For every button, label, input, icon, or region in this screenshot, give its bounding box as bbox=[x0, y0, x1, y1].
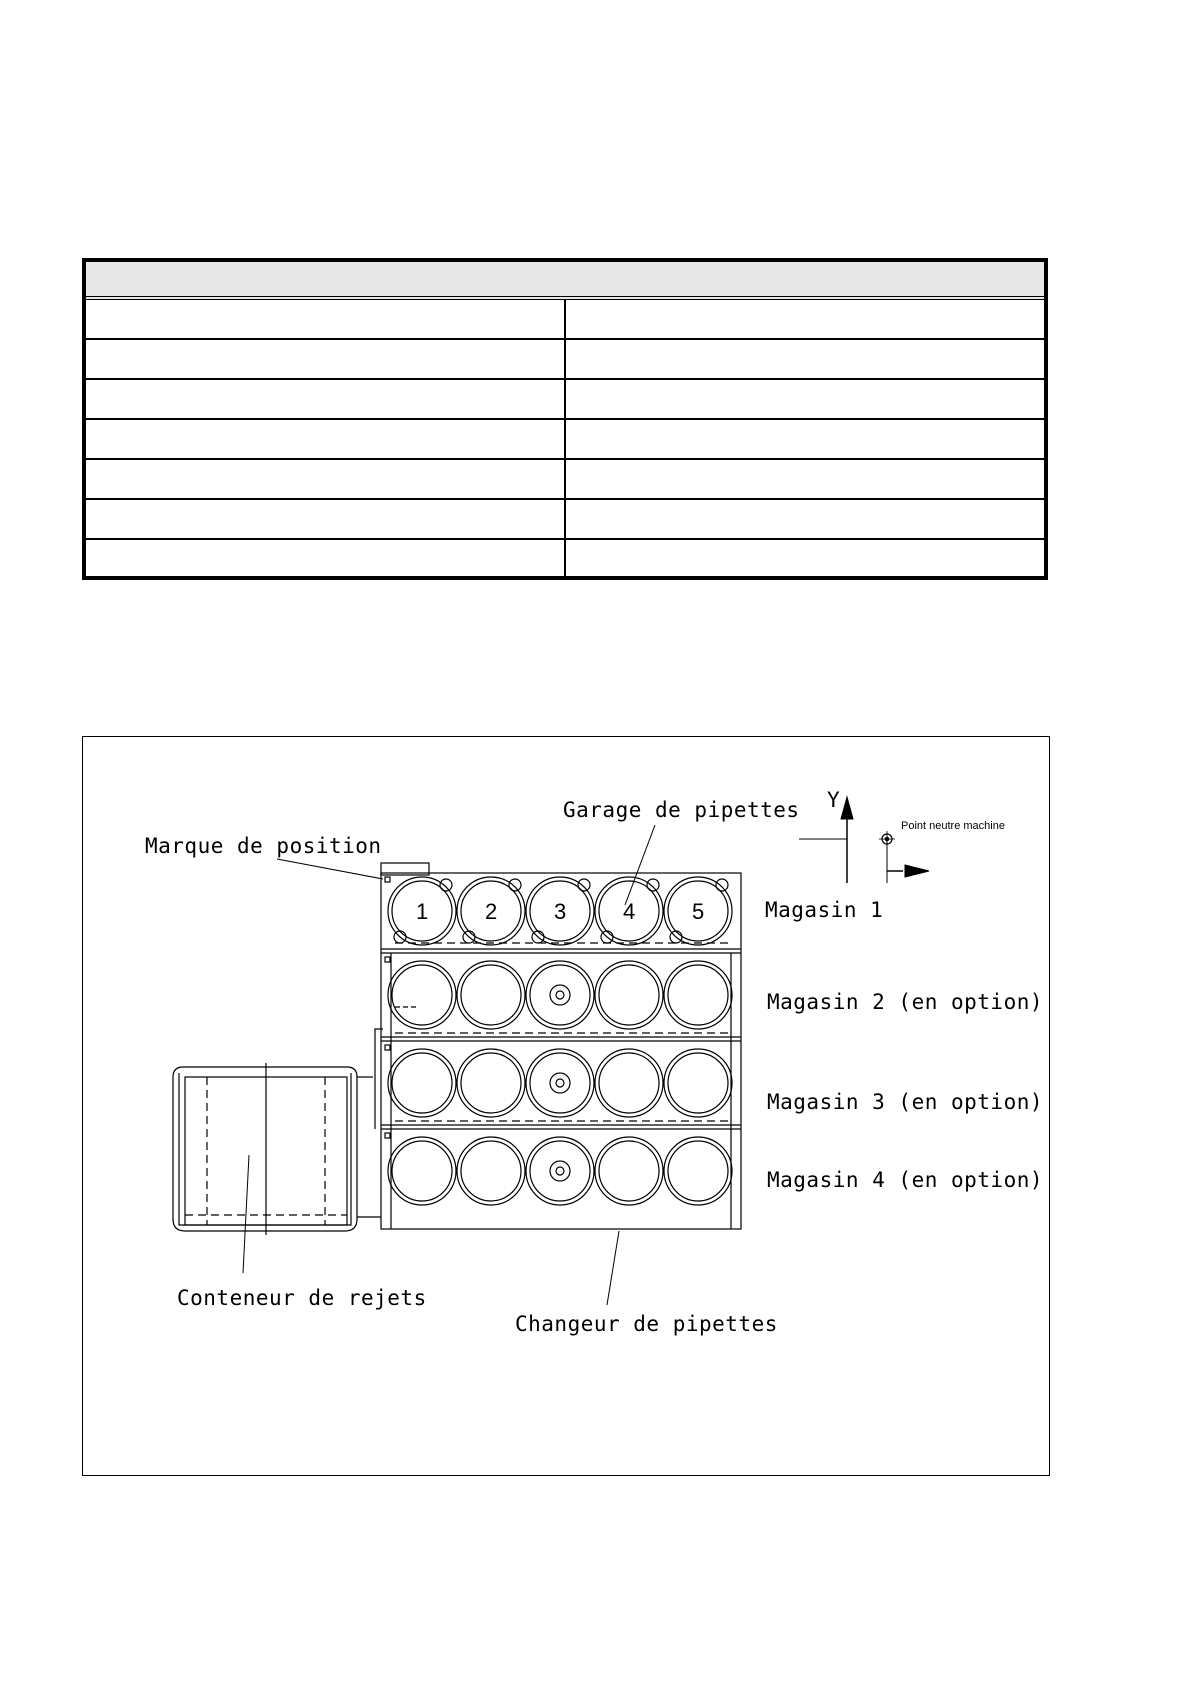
table-cell bbox=[566, 500, 1044, 538]
magasin3-label: Magasin 3 (en option) bbox=[767, 1090, 1044, 1114]
table-cell bbox=[86, 300, 566, 338]
table-cell bbox=[566, 540, 1044, 580]
table-cell bbox=[86, 460, 566, 498]
table-row bbox=[86, 300, 1044, 340]
table-row bbox=[86, 460, 1044, 500]
magasin3-row bbox=[388, 1049, 732, 1117]
table-cell bbox=[86, 540, 566, 580]
slot-number: 4 bbox=[623, 899, 636, 924]
table-cell bbox=[86, 380, 566, 418]
slot-number: 3 bbox=[554, 899, 567, 924]
changeur-label: Changeur de pipettes bbox=[515, 1312, 778, 1336]
table-row bbox=[86, 380, 1044, 420]
magasin2-label: Magasin 2 (en option) bbox=[767, 990, 1044, 1014]
magasin1-label: Magasin 1 bbox=[765, 898, 884, 922]
magasin2-row bbox=[388, 961, 732, 1029]
table-row bbox=[86, 540, 1044, 580]
y-axis-arrow-icon bbox=[841, 797, 853, 819]
magasin4-row bbox=[388, 1137, 732, 1205]
point-neutre-label: Point neutre machine bbox=[901, 820, 1005, 832]
magasin4-label: Magasin 4 (en option) bbox=[767, 1168, 1044, 1192]
reject-container bbox=[173, 1063, 381, 1235]
table-cell bbox=[86, 340, 566, 378]
axis-symbol bbox=[799, 797, 929, 883]
table-cell bbox=[86, 500, 566, 538]
axis-y-label: Y bbox=[827, 788, 841, 812]
table-cell bbox=[566, 460, 1044, 498]
conteneur-label: Conteneur de rejets bbox=[177, 1286, 427, 1310]
table-cell bbox=[566, 420, 1044, 458]
table-row bbox=[86, 420, 1044, 460]
empty-table bbox=[82, 258, 1048, 580]
drawing-svg bbox=[83, 737, 1051, 1477]
table-cell bbox=[566, 300, 1044, 338]
table-cell bbox=[566, 340, 1044, 378]
pipette-changer-drawing bbox=[82, 736, 1050, 1476]
slot-number: 5 bbox=[692, 899, 705, 924]
marque-label: Marque de position bbox=[145, 834, 382, 858]
table-cell bbox=[86, 420, 566, 458]
table-row bbox=[86, 500, 1044, 540]
table-row bbox=[86, 340, 1044, 380]
garage-label: Garage de pipettes bbox=[563, 798, 800, 822]
x-axis-arrow-icon bbox=[905, 865, 929, 877]
slot-number: 2 bbox=[485, 899, 498, 924]
table-header bbox=[86, 262, 1044, 300]
slot-number: 1 bbox=[416, 899, 429, 924]
table-cell bbox=[566, 380, 1044, 418]
